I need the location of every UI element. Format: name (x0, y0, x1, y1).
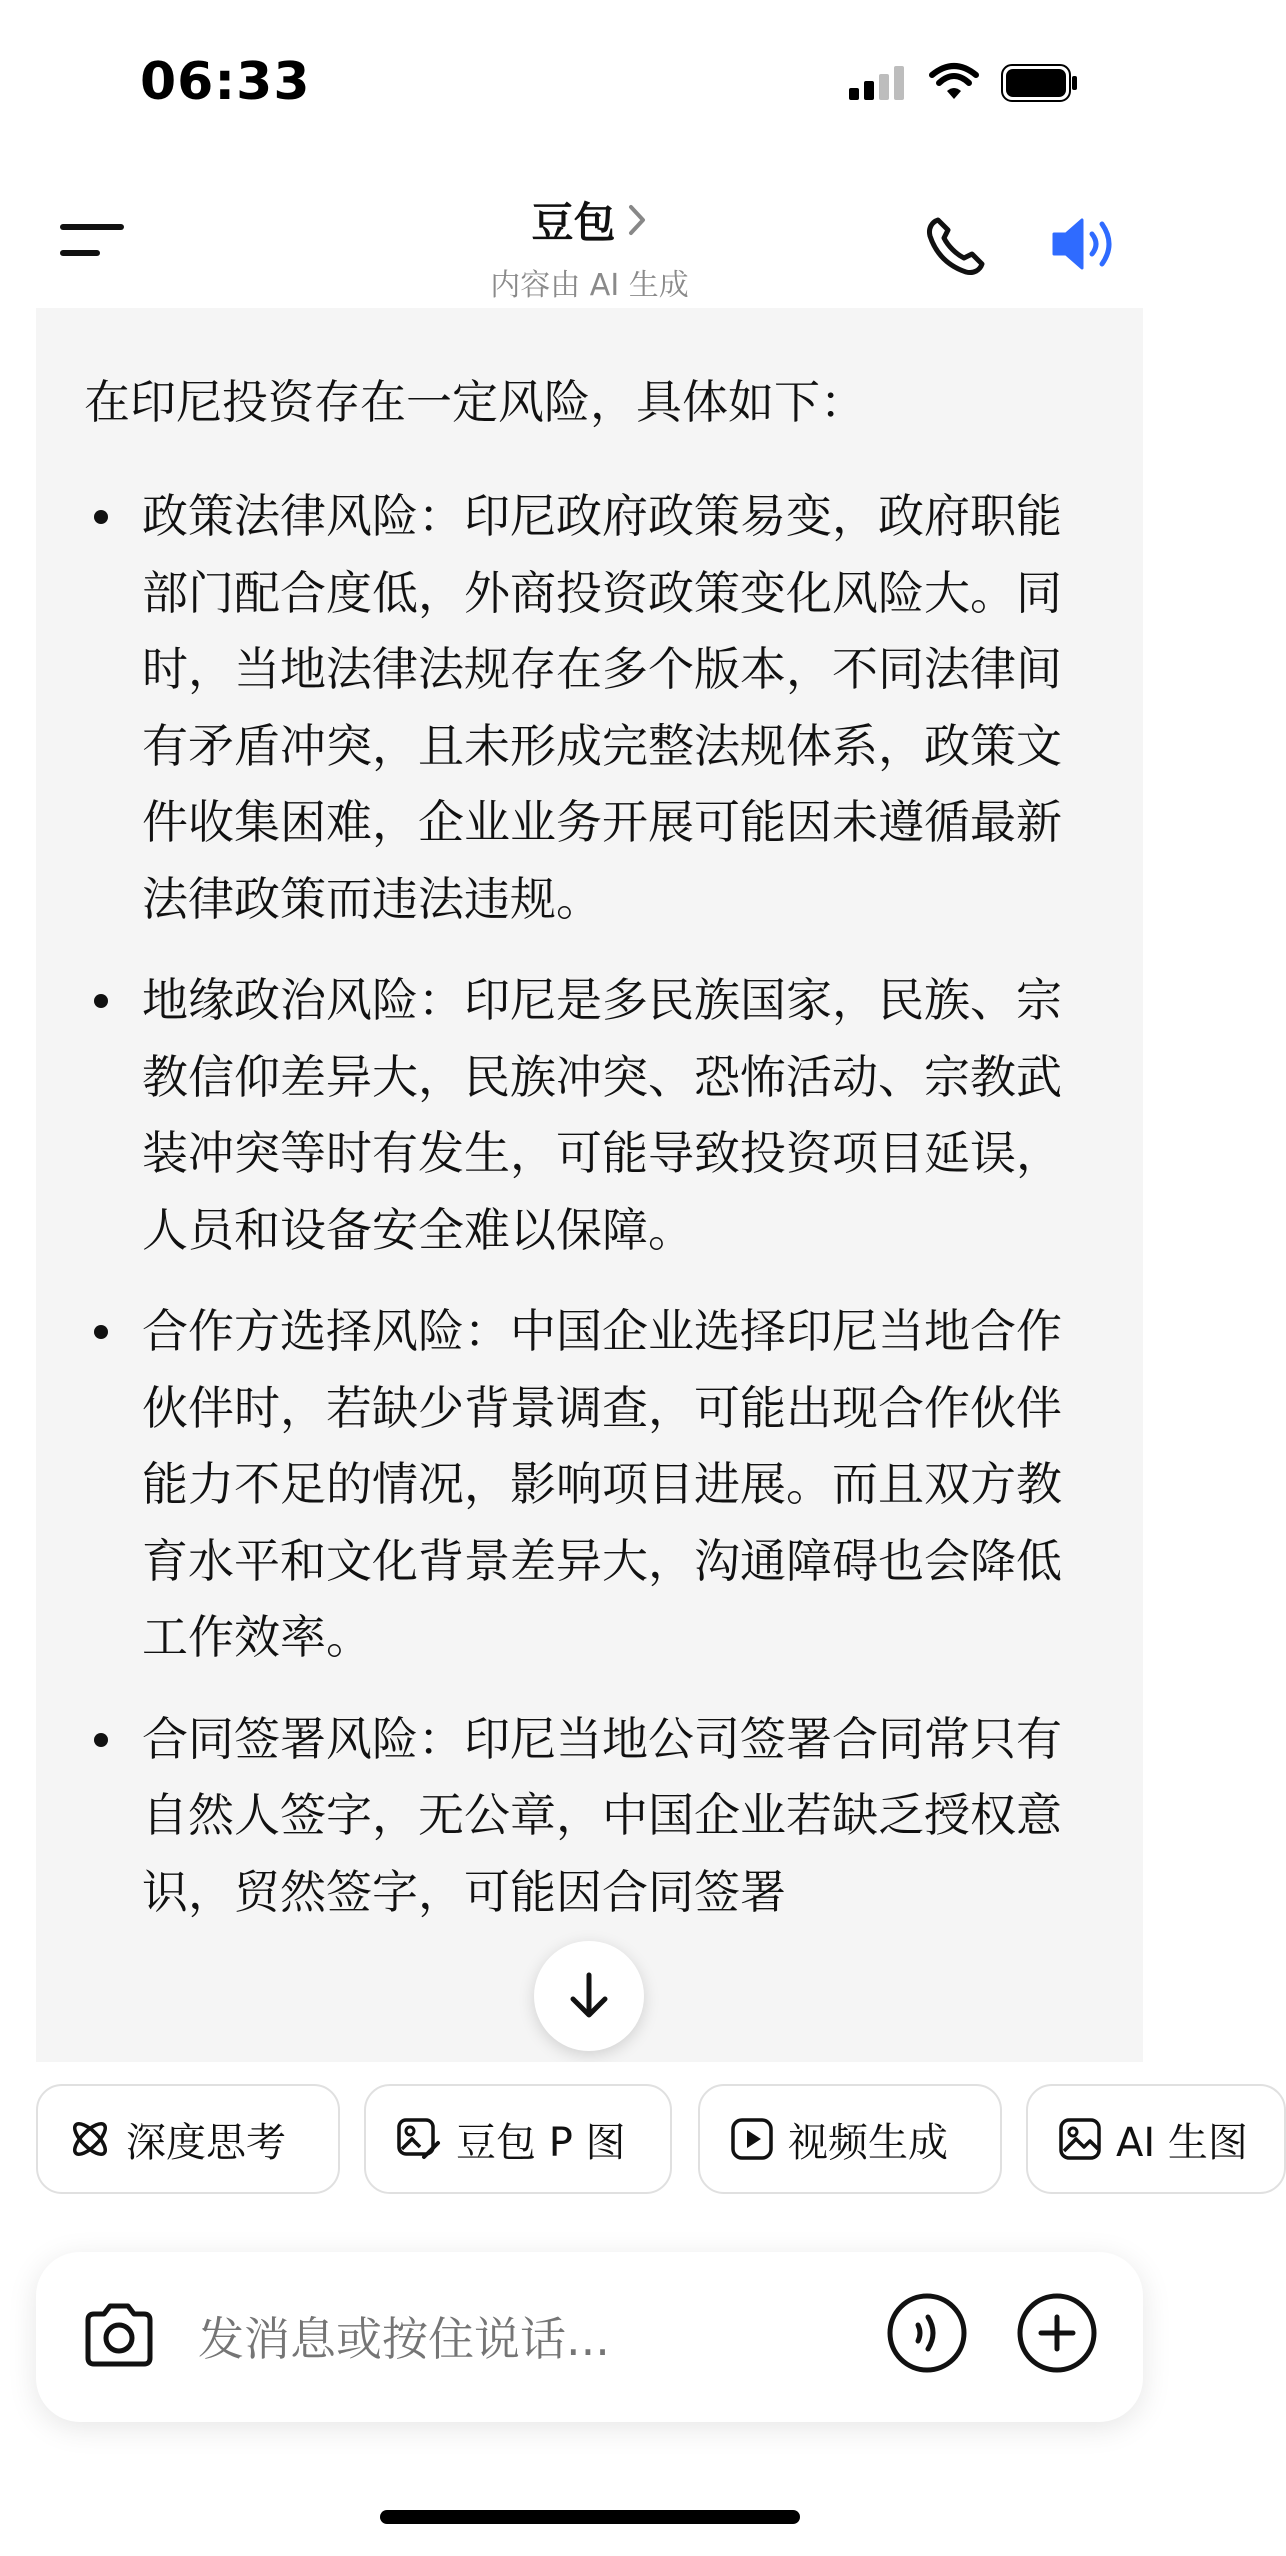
message-input-bar (36, 2252, 1143, 2422)
message-intro: 在印尼投资存在一定风险，具体如下： (84, 375, 866, 429)
chip-video-generation[interactable] (698, 2084, 1002, 2194)
speaker-volume-icon[interactable] (1050, 212, 1122, 276)
image-edit-icon (396, 2117, 442, 2161)
chip-deep-thinking[interactable] (36, 2084, 340, 2194)
bot-name-link[interactable] (531, 190, 647, 250)
home-indicator (380, 2510, 800, 2524)
battery-icon (1001, 64, 1079, 102)
chevron-right-icon (626, 203, 648, 237)
chip-label: 豆包 P 图 (456, 2119, 626, 2166)
list-item: 政策法律风险：印尼政府政策易变，政府职能部门配合度低，外商投资政策变化风险大。同时，当地法律法规存在多个版本，不同法律间有矛盾冲突，且未形成完整法规体系，政策文件收集困难，企业业务开展可能因未遵循最新法律政策而违法违规。 (84, 478, 1082, 937)
scroll-to-bottom-button[interactable] (534, 1941, 644, 2051)
voice-input-icon[interactable] (886, 2292, 968, 2374)
ai-generated-note: 内容由 AI 生成 (490, 268, 689, 303)
message-input[interactable] (198, 2312, 818, 2366)
wifi-icon (929, 65, 979, 101)
atom-icon (68, 2117, 112, 2161)
status-icons (849, 64, 1079, 102)
image-icon (1058, 2117, 1102, 2161)
header-center (0, 190, 1179, 304)
quick-action-chips (0, 2062, 1248, 2212)
camera-icon[interactable] (82, 2302, 156, 2368)
status-time: 06:33 (140, 52, 311, 112)
status-bar (0, 0, 1179, 170)
plus-icon[interactable] (1016, 2292, 1098, 2374)
chip-label: AI 生图 (1116, 2119, 1248, 2166)
chip-label: 深度思考 (126, 2119, 286, 2166)
list-item: 地缘政治风险：印尼是多民族国家，民族、宗教信仰差异大，民族冲突、恐怖活动、宗教武装冲突等时有发生，可能导致投资项目延误，人员和设备安全难以保障。 (84, 962, 1082, 1268)
arrow-down-icon (567, 1971, 611, 2021)
list-item: 合作方选择风险：中国企业选择印尼当地合作伙伴时，若缺少背景调查，可能出现合作伙伴能力不足的情况，影响项目进展。而且双方教育水平和文化背景差异大，沟通障碍也会降低工作效率。 (84, 1293, 1082, 1676)
video-play-icon (730, 2117, 774, 2161)
message-bullet-list (84, 478, 1124, 1955)
chat-header (0, 170, 1179, 310)
chat-message-area[interactable] (36, 308, 1143, 2063)
list-item: 合同签署风险：印尼当地公司签署合同常只有自然人签字，无公章，中国企业若缺乏授权意识，贸然签字，可能因合同签署 (84, 1701, 1082, 1931)
chip-ai-image[interactable] (1026, 2084, 1286, 2194)
chip-image-edit[interactable] (364, 2084, 672, 2194)
chip-label: 视频生成 (788, 2119, 948, 2166)
bot-name: 豆包 (531, 198, 616, 247)
phone-call-icon[interactable] (922, 214, 988, 280)
cellular-signal-icon (849, 66, 907, 100)
